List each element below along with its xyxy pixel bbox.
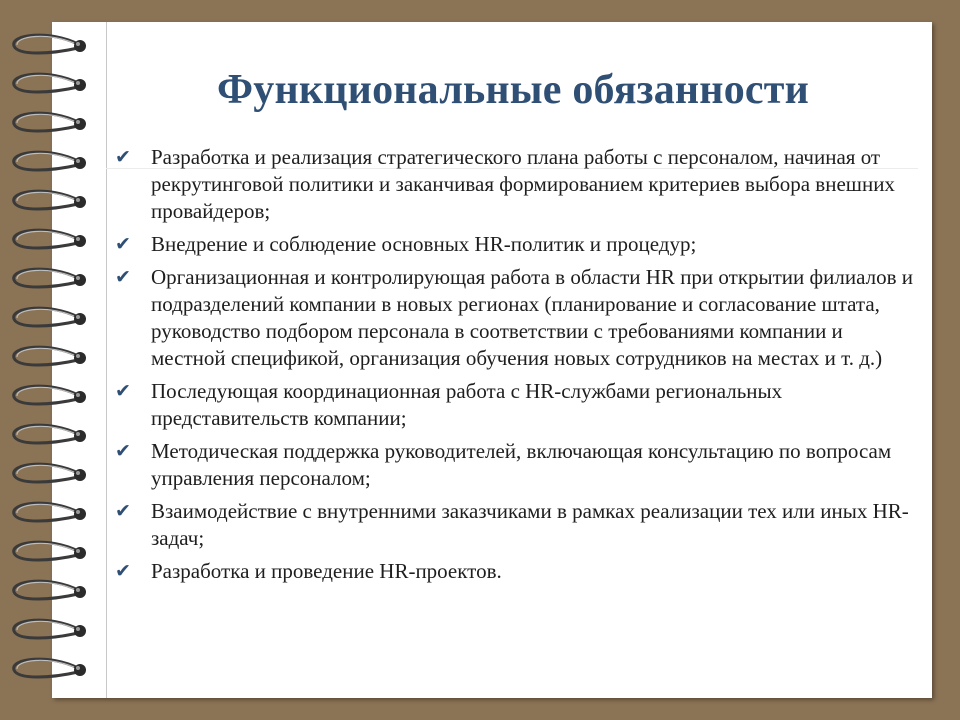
binding-ring [14, 503, 86, 521]
binding-ring [14, 620, 86, 638]
list-item [115, 231, 915, 258]
list-item-text: Организационная и контролирующая работа в области HR при открытии филиалов и подразделений компании в новых регионах (планирование и согласование штата, руководство подбором персонала в соответствии с требованиями компании и местной спецификой, организация обучения новых сотрудников на местах и т. д.) [151, 265, 913, 370]
check-icon: ✔ [115, 380, 131, 402]
duties-list [115, 144, 915, 591]
check-icon: ✔ [115, 440, 131, 462]
list-item-text: Взаимодействие с внутренними заказчиками в рамках реализации тех или иных HR-задач; [151, 499, 909, 550]
list-item [115, 498, 915, 552]
binding-ring [14, 464, 86, 482]
check-icon: ✔ [115, 560, 131, 582]
binding-ring [14, 191, 86, 209]
binding-ring [14, 113, 86, 131]
list-item [115, 144, 915, 225]
list-item-text: Разработка и проведение HR-проектов. [151, 559, 502, 583]
binding-ring [14, 347, 86, 365]
binding-ring [14, 230, 86, 248]
binding-ring [14, 269, 86, 287]
list-item-text: Последующая координационная работа с HR-службами региональных представительств компании; [151, 379, 783, 430]
binding-ring [14, 425, 86, 443]
check-icon: ✔ [115, 500, 131, 522]
binding-ring [14, 542, 86, 560]
binding-ring [14, 35, 86, 53]
slide-title: Функциональные обязанности [217, 67, 809, 113]
list-item [115, 558, 915, 585]
list-item [115, 264, 915, 372]
spiral-binding [0, 30, 110, 690]
list-item [115, 378, 915, 432]
binding-ring [14, 386, 86, 404]
binding-ring [14, 581, 86, 599]
list-item-text: Разработка и реализация стратегического плана работы с персоналом, начиная от рекрутинговой политики и заканчивая формированием критериев выбора внешних провайдеров; [151, 145, 895, 223]
check-icon: ✔ [115, 233, 131, 255]
list-item [115, 438, 915, 492]
list-item-text: Внедрение и соблюдение основных HR-политик и процедур; [151, 232, 697, 256]
binding-ring [14, 308, 86, 326]
check-icon: ✔ [115, 266, 131, 288]
list-item-text: Методическая поддержка руководителей, включающая консультацию по вопросам управления персоналом; [151, 439, 892, 490]
check-icon: ✔ [115, 146, 131, 168]
binding-ring [14, 152, 86, 170]
binding-ring [14, 659, 86, 677]
binding-ring [14, 74, 86, 92]
